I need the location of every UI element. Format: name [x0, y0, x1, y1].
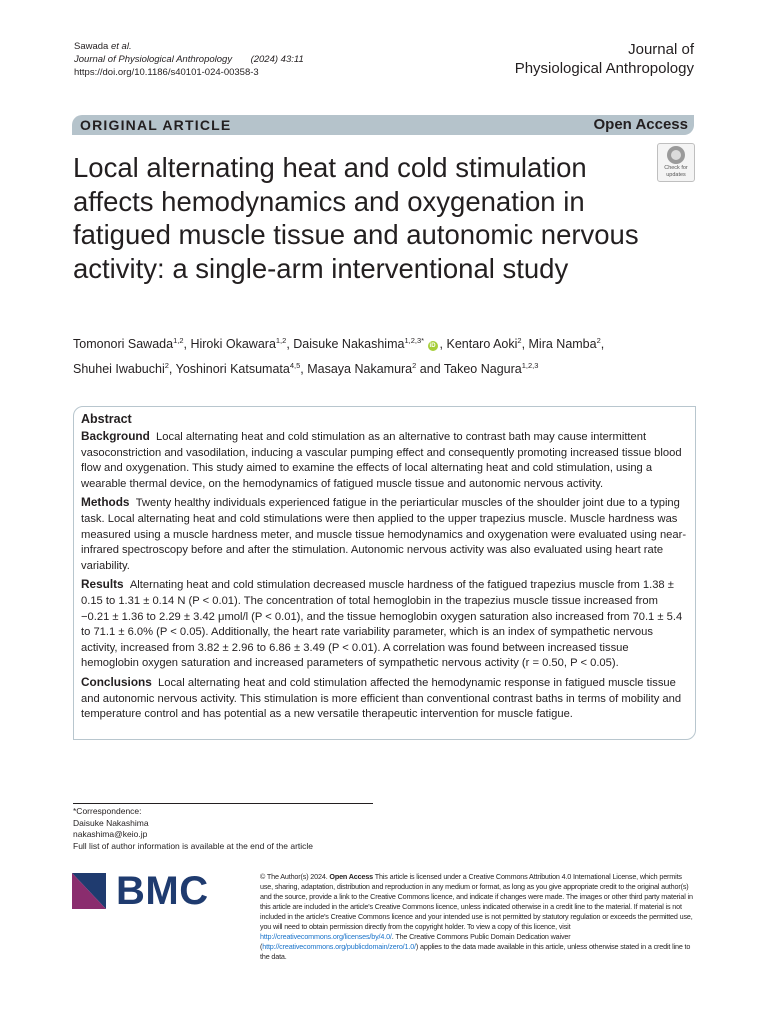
license-copyright: © The Author(s) 2024.: [260, 872, 328, 881]
running-header: [74, 40, 304, 79]
article-type-label: ORIGINAL ARTICLE: [80, 117, 232, 133]
section-label: Results: [81, 577, 124, 592]
article-type-banner: [72, 115, 694, 135]
check-updates-icon: [667, 146, 685, 164]
badge-line1: Check for: [664, 165, 688, 171]
license-open-access: Open Access: [329, 872, 374, 881]
section-label: Methods: [81, 495, 130, 510]
journal-name-line2: Physiological Anthropology: [514, 60, 694, 77]
author-affiliation: 1,2: [173, 336, 184, 345]
license-text: This article is licensed under a Creative Commons Attribution 4.0 International License, which permits use, sharing, adaptation, distribution and reproduction in any medium or format, as long as you give appropriate credit to the original author(s) and the source, provide a link to the Creative Commons licence, and indicate if changes were made. The images or other third party material in this article are included in the article's Creative Commons licence, unless indicated otherwise in a credit line to the material. If material is not included in the article's Creative Commons licence and your intended use is not permitted by statutory regulation or exceeds the permitted use, you will need to obtain permission directly from the copyright holder. To view a copy of this licence, visit: [260, 872, 693, 931]
footnote-divider: [73, 803, 373, 804]
license-link[interactable]: http://creativecommons.org/licenses/by/4.0/: [260, 932, 392, 941]
author-name[interactable]: Yoshinori Katsumata: [175, 362, 290, 377]
author-name[interactable]: Tomonori Sawada: [73, 337, 174, 352]
author-affiliation: 1,2: [275, 336, 287, 345]
bmc-logo-text: BMC: [116, 869, 209, 913]
section-text: Local alternating heat and cold stimulation as an alternative to contrast bath may cause intermittent vasoconstriction and vasodilation, inducing a vascular pumping effect and consequently promoting increased tissue blood flow and oxygenation. This study aimed to examine the effects of local alternating heat and cold stimulation, using a wearable thermal device, on the hemodynamics of fatigued muscle tissue and autonomic nervous activity.: [81, 431, 682, 490]
correspondence-name: Daisuke Nakashima: [73, 817, 149, 828]
bmc-logo-icon: [72, 873, 106, 909]
license-text-waiver: . The Creative Commons Public Domain Dedication waiver (: [260, 932, 571, 951]
section-label: Conclusions: [81, 674, 152, 689]
correspondence-label: *Correspondence:: [73, 806, 142, 816]
abstract-box: [73, 406, 696, 740]
author-affiliation: 1,2,3*: [404, 336, 425, 345]
header-journal: Journal of Physiological Anthropology: [74, 54, 233, 65]
section-text: Alternating heat and cold stimulation decreased muscle hardness of the fatigued trapezius muscle from 1.38 ± 0.15 to 1.31 ± 0.14 N (P < 0.01). The concentration of total hemoglobin in the trapezius muscle tissue increased from −0.21 ± 1.36 to 2.29 ± 3.42 μmol/l (P < 0.01), and the tissue hemoglobin oxygen saturation also increased from 70.1 ± 5.4 to 71.1 ± 6.0% (P < 0.05). Additionally, the heart rate variability parameter, which is an index of sympathetic nervous activity, increased from 3.82 ± 2.96 to 6.86 ± 3.49 (P < 0.01). A correlation was found between increased tissue hemoglobin oxygen saturation and increased parameters of sympathetic nervous activity (r = 0.50, P < 0.05).: [81, 579, 683, 670]
section-label: Background: [81, 429, 150, 443]
author-name[interactable]: Kentaro Aoki: [446, 337, 518, 352]
abstract-conclusions: [81, 675, 689, 723]
author-affiliation: 2: [517, 336, 522, 345]
abstract-methods: [81, 495, 689, 574]
correspondence-block: [73, 806, 313, 852]
license-text-end: ) applies to the data made available in this article, unless otherwise stated in a credit line to the data.: [260, 942, 691, 961]
journal-name-line1: Journal of: [628, 41, 694, 58]
header-authors: Sawada: [74, 41, 109, 52]
correspondence-email[interactable]: nakashima@keio.jp: [73, 829, 148, 839]
author-affiliation: 2: [412, 361, 417, 371]
orcid-icon[interactable]: iD: [429, 343, 436, 350]
author-name[interactable]: Mira Namba: [528, 337, 597, 352]
author-affiliation: 2: [164, 361, 169, 371]
header-et-al: et al.: [110, 41, 132, 52]
author-name[interactable]: Shuhei Iwabuchi: [73, 362, 165, 377]
journal-name: [515, 40, 694, 78]
author-affiliation: 2: [596, 336, 601, 345]
license-statement: [260, 872, 696, 962]
header-year-volume: (2024) 43:11: [250, 54, 304, 65]
author-name[interactable]: Hiroki Okawara: [190, 337, 276, 352]
author-affiliation: 4,5: [289, 361, 301, 371]
author-info-note: Full list of author information is available at the end of the article: [73, 840, 314, 851]
author-list: Tomonori Sawada$^{1,2}$, Hiroki Okawara$^{1,2}$, Daisuke Nakashima$^{1,2,3*}$ iD , Kentaro Aoki$^2$, Mira Namba$^2$, Shuhei Iwabuchi$^2$, Yoshinori Katsumata$^{4,5}$, Masaya Nakamura$^2$ and Takeo Nagura$^{1,2,3}$: [73, 336, 605, 377]
abstract-results: [81, 577, 689, 672]
public-domain-link[interactable]: http://creativecommons.org/publicdomain/zero/1.0/: [262, 942, 416, 951]
abstract-heading: Abstract: [81, 412, 132, 426]
authors-conjunction: and: [419, 362, 441, 377]
article-title: Local alternating heat and cold stimulation affects hemodynamics and oxygenation in fatigued muscle tissue and autonomic nervous activity: a single-arm interventional study: [73, 152, 639, 284]
author-affiliation: 1,2,3: [521, 361, 539, 371]
author-name[interactable]: Daisuke Nakashima: [293, 337, 405, 352]
section-text: Local alternating heat and cold stimulation affected the hemodynamic response in fatigued muscle tissue and autonomic nervous activity. This stimulation is more efficient than conventional contrast baths in terms of mobility and temperature control and has potential as a new versatile therapeutic intervention for muscle fatigue.: [81, 676, 682, 721]
author-name[interactable]: Masaya Nakamura: [307, 362, 413, 377]
open-access-label: Open Access: [593, 116, 688, 133]
abstract-background: [81, 429, 689, 492]
check-for-updates-badge[interactable]: [657, 143, 695, 182]
badge-line2: updates: [666, 171, 686, 178]
author-name[interactable]: Takeo Nagura: [443, 362, 522, 377]
section-text: Twenty healthy individuals experienced fatigue in the periarticular muscles of the shoulder joint due to a typing task. Local alternating heat and cold stimulations were then applied to the upper trapezius muscle. Muscle hardness was measured using a muscle hardness meter, and muscle tissue hemodynamics and oxygenation were evaluated using near-infrared spectroscopy before and after the stimulation. Autonomic nervous activity was also evaluated using heart rate variability.: [81, 497, 687, 572]
header-doi[interactable]: https://doi.org/10.1186/s40101-024-00358-3: [74, 67, 259, 78]
